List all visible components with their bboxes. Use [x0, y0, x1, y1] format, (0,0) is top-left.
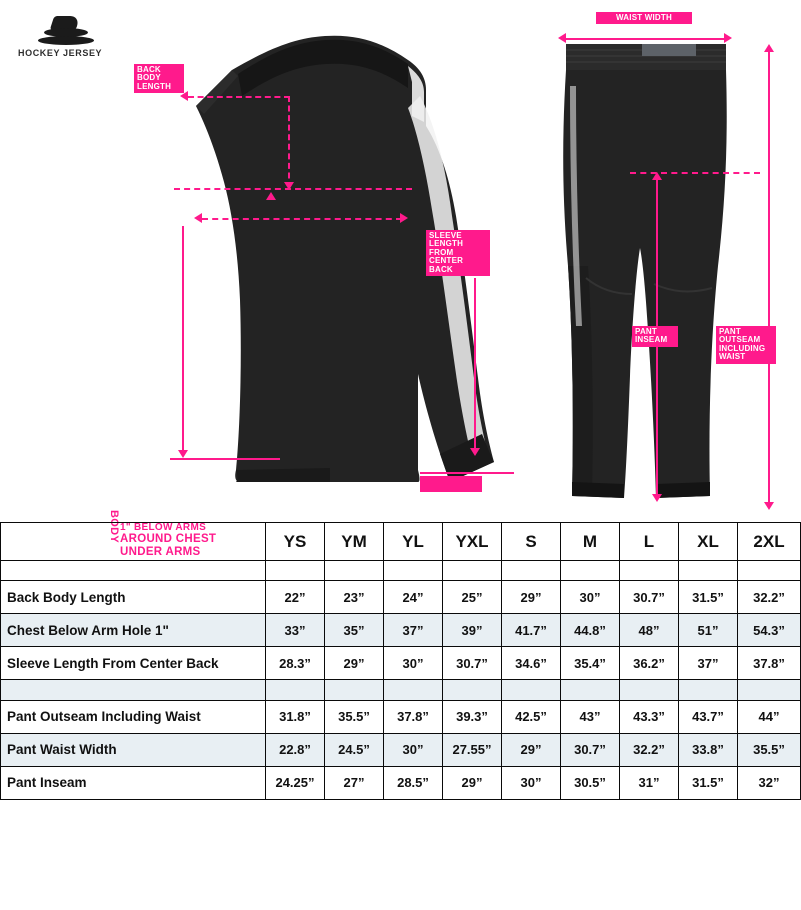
table-row — [1, 700, 801, 733]
cell: 35” — [325, 614, 384, 647]
cell: 36.2” — [620, 647, 679, 680]
spacer-cell — [738, 680, 801, 700]
header-cell-ym: YM — [325, 523, 384, 561]
cell: 34.6” — [502, 647, 561, 680]
cell: 48” — [620, 614, 679, 647]
cell: 29” — [443, 766, 502, 799]
spacer-cell — [384, 680, 443, 700]
spacer-cell — [502, 561, 561, 581]
outseam-arrow-up — [764, 44, 774, 52]
collar-dashed-line — [188, 96, 290, 98]
cell: 35.5” — [325, 700, 384, 733]
outseam-arrow-down — [764, 502, 774, 510]
back-body-length-arrow-bottom — [178, 450, 188, 458]
table-row — [1, 766, 801, 799]
cell: 22” — [266, 581, 325, 614]
cell: 30.7” — [620, 581, 679, 614]
cell: 29” — [325, 647, 384, 680]
spacer-cell — [502, 680, 561, 700]
row-label: Pant Waist Width — [1, 733, 266, 766]
around-chest-arrow-right — [400, 213, 408, 223]
cell: 44.8” — [561, 614, 620, 647]
cell: 41.7” — [502, 614, 561, 647]
cell: 30.7” — [561, 733, 620, 766]
cell: 54.3” — [738, 614, 801, 647]
spacer-cell — [443, 561, 502, 581]
spacer-cell — [1, 680, 266, 700]
cell: 31” — [620, 766, 679, 799]
table-header-row — [1, 523, 801, 561]
cell: 51” — [679, 614, 738, 647]
sleeve-cuff-label — [420, 476, 482, 492]
spacer-cell — [443, 680, 502, 700]
cell: 22.8” — [266, 733, 325, 766]
cell: 37.8” — [738, 647, 801, 680]
cell: 24.25” — [266, 766, 325, 799]
cell: 25” — [443, 581, 502, 614]
cell: 37.8” — [384, 700, 443, 733]
table-row — [1, 614, 801, 647]
around-chest-label-line1: AROUND CHEST — [120, 533, 217, 546]
cell: 27” — [325, 766, 384, 799]
cell: 37” — [679, 647, 738, 680]
below-arms-dashed-line — [174, 188, 412, 190]
table-row — [1, 733, 801, 766]
sleeve-measure-bottom-tick — [420, 472, 514, 474]
cell: 44” — [738, 700, 801, 733]
table-row — [1, 581, 801, 614]
cell: 30” — [561, 581, 620, 614]
cell: 30” — [384, 733, 443, 766]
around-chest-dashed-line — [202, 218, 402, 220]
around-chest-label-line2: UNDER ARMS — [120, 545, 201, 558]
cell: 31.8” — [266, 700, 325, 733]
row-label: Sleeve Length From Center Back — [1, 647, 266, 680]
spacer-cell — [266, 680, 325, 700]
inseam-label-line2: INSEAM — [635, 335, 668, 345]
waist-width-label: WAIST WIDTH — [596, 12, 692, 24]
cell: 24” — [384, 581, 443, 614]
cell: 28.5” — [384, 766, 443, 799]
sleeve-measure-line — [474, 278, 476, 450]
spacer-cell — [738, 561, 801, 581]
inseam-label-line1: PANT — [635, 327, 657, 336]
puck-icon — [38, 36, 94, 45]
jacket-body-label: BODY — [108, 510, 120, 543]
spacer-cell — [266, 561, 325, 581]
inseam-arrow-down — [652, 494, 662, 502]
outseam-label-line1: PANT OUTSEAM — [719, 327, 761, 345]
header-cell-s: S — [502, 523, 561, 561]
inseam-label — [632, 326, 678, 347]
cell: 42.5” — [502, 700, 561, 733]
header-cell-0 — [1, 523, 266, 561]
header-cell-2xl: 2XL — [738, 523, 801, 561]
waist-width-measure-line — [566, 38, 726, 40]
spacer-cell — [384, 561, 443, 581]
back-body-length-label — [134, 64, 184, 93]
cell: 37” — [384, 614, 443, 647]
waist-width-arrow-right — [724, 33, 732, 43]
table-row — [1, 647, 801, 680]
spacer-cell — [561, 561, 620, 581]
pants-illustration — [520, 13, 780, 526]
back-body-length-line1: BACK BODY — [137, 65, 161, 83]
around-chest-arrow-left — [194, 213, 202, 223]
cell: 29” — [502, 581, 561, 614]
cell: 39” — [443, 614, 502, 647]
header-cell-xl: XL — [679, 523, 738, 561]
cell: 32.2” — [738, 581, 801, 614]
cell: 31.5” — [679, 581, 738, 614]
sleeve-length-line3: CENTER BACK — [429, 256, 464, 274]
sleeve-measure-arrow — [470, 448, 480, 456]
pants-svg — [520, 26, 780, 526]
cell: 43.3” — [620, 700, 679, 733]
outseam-label-line2: INCLUDING WAIST — [719, 343, 766, 362]
outseam-label — [716, 326, 776, 364]
cell: 32.2” — [620, 733, 679, 766]
row-label: Pant Inseam — [1, 766, 266, 799]
cell: 35.4” — [561, 647, 620, 680]
spacer-cell — [620, 680, 679, 700]
cell: 39.3” — [443, 700, 502, 733]
cell: 30” — [384, 647, 443, 680]
cell: 28.3” — [266, 647, 325, 680]
cell: 32” — [738, 766, 801, 799]
inseam-arrow-up — [652, 172, 662, 180]
cell: 30.7” — [443, 647, 502, 680]
cell: 33” — [266, 614, 325, 647]
cell: 30” — [502, 766, 561, 799]
sleeve-length-line1: SLEEVE — [429, 231, 462, 240]
spacer-cell — [620, 561, 679, 581]
cell: 43” — [561, 700, 620, 733]
table-spacer-row-middle — [1, 680, 801, 700]
spacer-cell — [325, 680, 384, 700]
cell: 43.7” — [679, 700, 738, 733]
cell: 27.55” — [443, 733, 502, 766]
header-cell-m: M — [561, 523, 620, 561]
below-arms-arrow-up — [266, 192, 276, 200]
header-cell-yxl: YXL — [443, 523, 502, 561]
cell: 24.5” — [325, 733, 384, 766]
spacer-cell — [325, 561, 384, 581]
cell: 33.8” — [679, 733, 738, 766]
back-body-length-measure-line-2 — [182, 226, 184, 452]
sleeve-length-line2: LENGTH FROM — [429, 239, 464, 257]
spacer-cell — [561, 680, 620, 700]
outseam-measure-line — [768, 52, 770, 504]
back-body-length-bottom-tick — [170, 458, 280, 460]
row-label: Chest Below Arm Hole 1" — [1, 614, 266, 647]
cell: 31.5” — [679, 766, 738, 799]
spacer-cell — [1, 561, 266, 581]
header-cell-yl: YL — [384, 523, 443, 561]
header-cell-ys: YS — [266, 523, 325, 561]
cell: 23” — [325, 581, 384, 614]
back-length-dashed-line — [288, 96, 290, 188]
brand-wordmark: HOCKEY JERSEY — [18, 48, 103, 58]
cell: 35.5” — [738, 733, 801, 766]
table-spacer-row-top — [1, 561, 801, 581]
sleeve-length-label — [426, 230, 490, 276]
inseam-crotch-dashed-line — [630, 172, 760, 174]
header-cell-l: L — [620, 523, 679, 561]
size-chart-table — [0, 522, 801, 800]
waist-width-arrow-left — [558, 33, 566, 43]
row-label: Back Body Length — [1, 581, 266, 614]
below-arms-label: 1" BELOW ARMS — [120, 522, 207, 534]
cell: 30.5” — [561, 766, 620, 799]
cell: 29” — [502, 733, 561, 766]
spacer-cell — [679, 561, 738, 581]
spacer-cell — [679, 680, 738, 700]
row-label: Pant Outseam Including Waist — [1, 700, 266, 733]
back-body-length-line2: LENGTH — [137, 81, 172, 91]
